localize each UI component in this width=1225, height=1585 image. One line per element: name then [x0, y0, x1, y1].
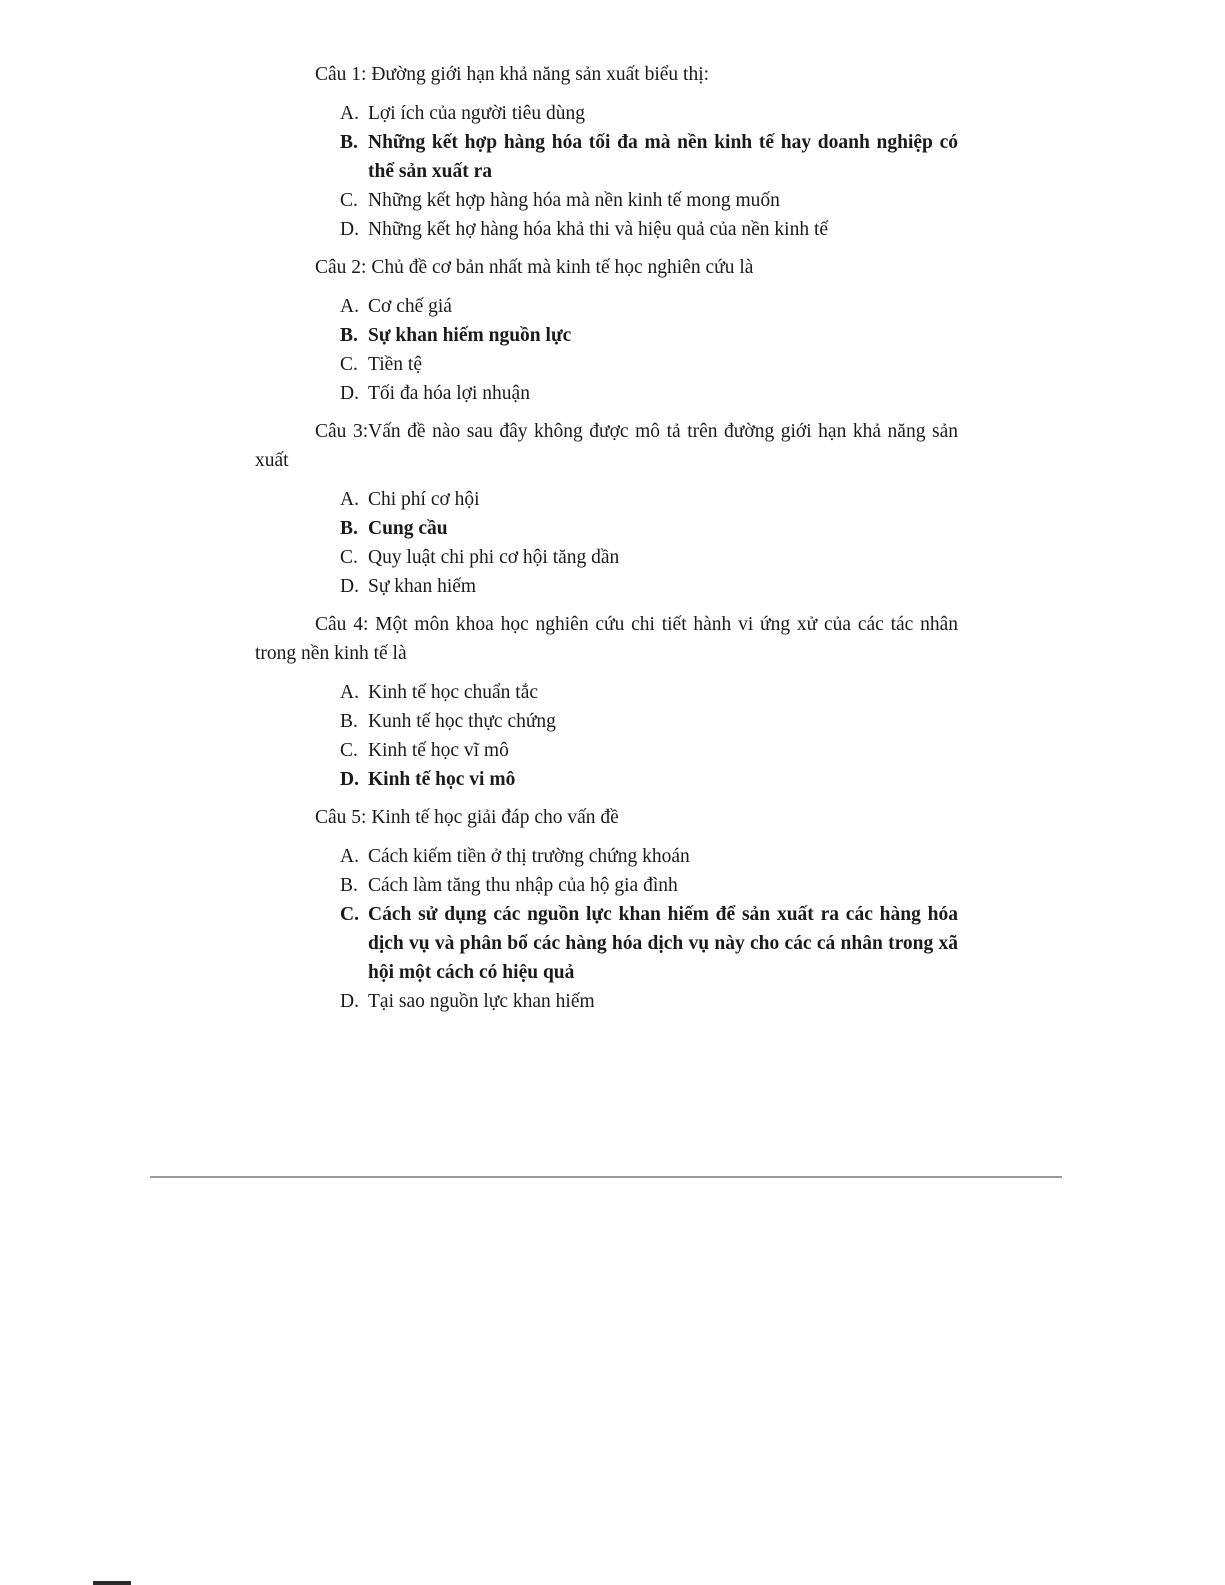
answer-option [340, 485, 958, 514]
question-block [255, 253, 958, 408]
answer-option [340, 292, 958, 321]
option-label: C. [340, 354, 358, 375]
option-text: Quy luật chi phi cơ hội tăng dần [368, 547, 620, 568]
answer-option [340, 186, 958, 215]
option-label: D. [340, 991, 359, 1012]
option-text: Tiền tệ [368, 354, 422, 375]
options-list [340, 485, 958, 601]
answer-option [340, 321, 958, 350]
question-block [255, 417, 958, 601]
option-text: Cung cầu [368, 518, 448, 539]
option-text: Kinh tế học vĩ mô [368, 740, 509, 761]
option-label: D. [340, 769, 359, 790]
answer-option [340, 871, 958, 900]
options-list [340, 842, 958, 1016]
answer-option [340, 514, 958, 543]
option-label: A. [340, 296, 359, 317]
options-list [340, 292, 958, 408]
option-label: A. [340, 846, 359, 867]
answer-option [340, 99, 958, 128]
option-text: Cơ chế giá [368, 296, 452, 317]
quiz-content [255, 60, 958, 1025]
option-label: A. [340, 103, 359, 124]
option-text: Cách kiếm tiền ở thị trường chứng khoán [368, 846, 690, 867]
option-label: C. [340, 190, 358, 211]
option-label: A. [340, 489, 359, 510]
option-label: B. [340, 325, 358, 346]
option-label: C. [340, 904, 359, 925]
option-text: Những kết hợ hàng hóa khả thi và hiệu quả của nền kinh tế [368, 219, 829, 240]
answer-option [340, 765, 958, 794]
answer-option [340, 379, 958, 408]
option-text: Tối đa hóa lợi nhuận [368, 383, 530, 404]
option-text: Lợi ích của người tiêu dùng [368, 103, 585, 124]
question-text: Câu 2: Chủ đề cơ bản nhất mà kinh tế học nghiên cứu là [315, 257, 754, 278]
options-list [340, 99, 958, 244]
option-text: Chi phí cơ hội [368, 489, 480, 510]
answer-option [340, 128, 958, 186]
question-text: Câu 1: Đường giới hạn khả năng sản xuất biểu thị: [315, 64, 710, 85]
option-text: Sự khan hiếm [368, 576, 477, 597]
option-label: D. [340, 576, 359, 597]
option-label: D. [340, 383, 359, 404]
option-text: Tại sao nguồn lực khan hiếm [368, 991, 595, 1012]
answer-option [340, 842, 958, 871]
next-page-edge-mark [93, 1581, 131, 1585]
answer-option [340, 572, 958, 601]
option-text: Những kết hợp hàng hóa tối đa mà nền kinh tế hay doanh nghiệp có thể sản xuất ra [368, 132, 958, 182]
option-text: Những kết hợp hàng hóa mà nền kinh tế mong muốn [368, 190, 780, 211]
answer-option [340, 987, 958, 1016]
answer-option [340, 900, 958, 987]
options-list [340, 678, 958, 794]
option-text: Kinh tế học vi mô [368, 769, 516, 790]
option-label: C. [340, 740, 358, 761]
answer-option [340, 350, 958, 379]
answer-option [340, 215, 958, 244]
option-text: Kunh tế học thực chứng [368, 711, 556, 732]
question-block [255, 60, 958, 244]
option-text: Cách sử dụng các nguồn lực khan hiếm để sản xuất ra các hàng hóa dịch vụ và phân bổ các hàng hóa dịch vụ này cho các cá nhân trong xã hội một cách có hiệu quả [368, 904, 958, 983]
question-block [255, 610, 958, 794]
option-label: A. [340, 682, 359, 703]
option-label: C. [340, 547, 358, 568]
option-label: B. [340, 132, 358, 153]
answer-option [340, 736, 958, 765]
question-text: Câu 4: Một môn khoa học nghiên cứu chi tiết hành vi ứng xử của các tác nhân trong nền kinh tế là [255, 614, 958, 664]
question-text: Câu 5: Kinh tế học giải đáp cho vấn đề [315, 807, 619, 828]
option-label: B. [340, 711, 358, 732]
option-label: D. [340, 219, 359, 240]
question-text: Câu 3:Vấn đề nào sau đây không được mô tả trên đường giới hạn khả năng sản xuất [255, 421, 958, 471]
answer-option [340, 678, 958, 707]
option-text: Kinh tế học chuẩn tắc [368, 682, 539, 703]
option-label: B. [340, 875, 358, 896]
page-divider [150, 1176, 1062, 1178]
question-block [255, 803, 958, 1016]
answer-option [340, 707, 958, 736]
option-label: B. [340, 518, 358, 539]
option-text: Sự khan hiếm nguồn lực [368, 325, 572, 346]
option-text: Cách làm tăng thu nhập của hộ gia đình [368, 875, 678, 896]
answer-option [340, 543, 958, 572]
